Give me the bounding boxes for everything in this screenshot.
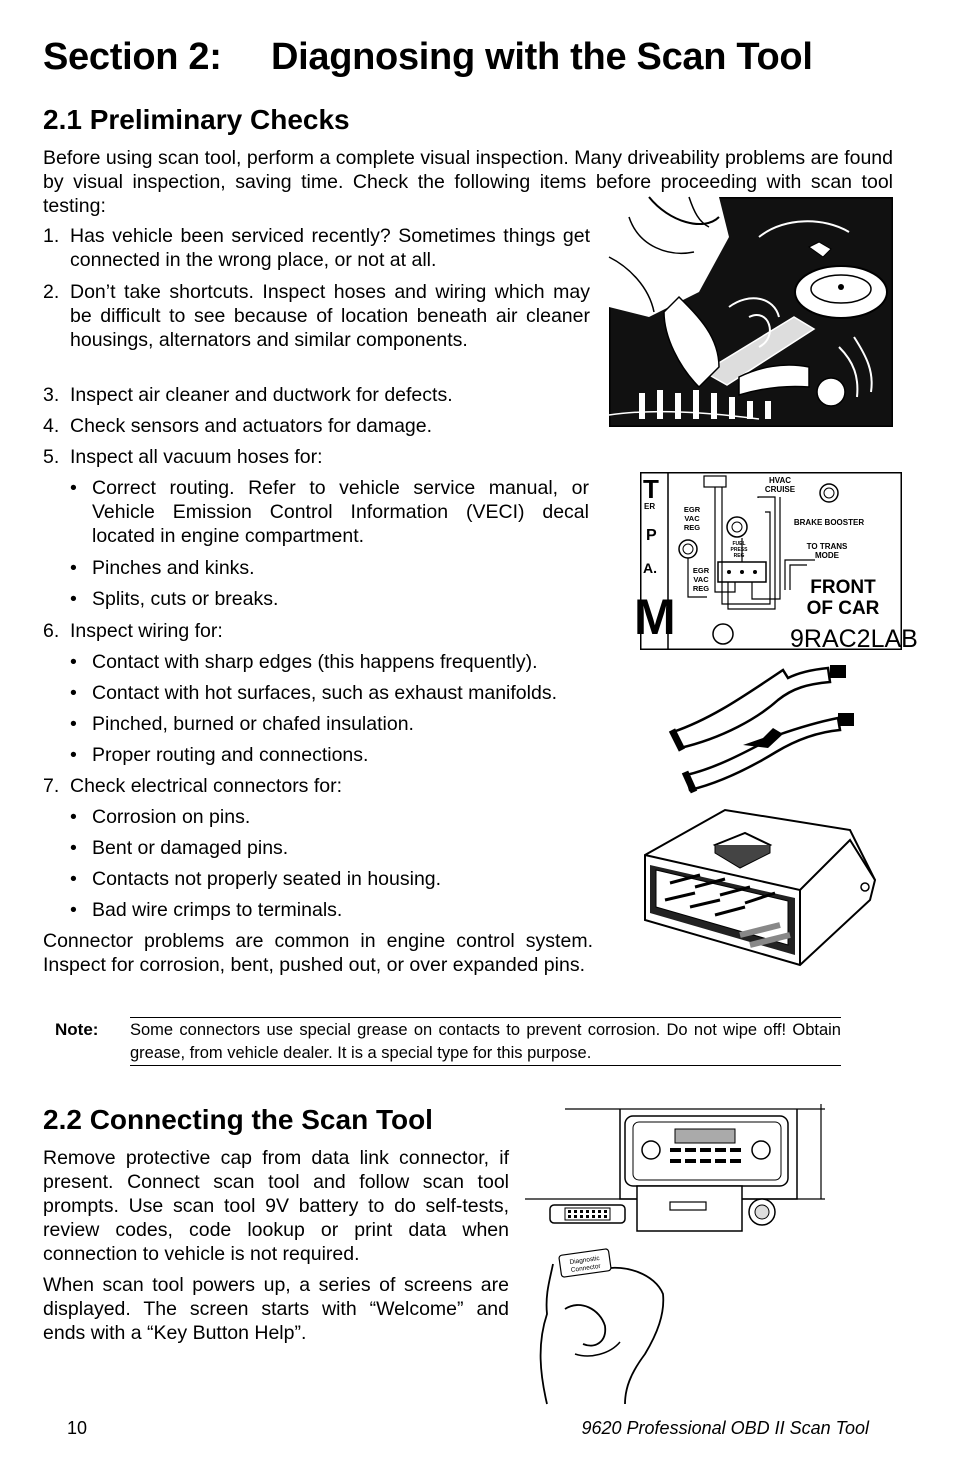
chafed-wire-illustration — [668, 660, 858, 795]
svg-text:MODE: MODE — [815, 551, 839, 560]
engine-inspection-illustration — [609, 197, 893, 427]
section-title — [43, 36, 813, 79]
note-label: Note: — [55, 1020, 99, 1039]
connect-paragraph-1: Remove protective cap from data link connector, if present. Connect scan tool and follow scan tool prompts. Use scan tool 9V battery to do self-tests, review codes, code lookup or print data when connection to vehicle is not required. — [43, 1147, 509, 1265]
label-cruise: CRUISE — [764, 485, 796, 494]
decal-letter: ER — [644, 502, 656, 511]
connect-paragraph-2: When scan tool powers up, a series of screens are displayed. The screen starts with “Welcome” and ends with a “Key Button Help”. — [43, 1274, 509, 1344]
svg-text:REG: REG — [733, 553, 745, 559]
decal-letter: M — [634, 589, 676, 645]
label-to-trans-mode: TO TRANS — [806, 542, 848, 551]
svg-text:PRESS: PRESS — [730, 547, 748, 553]
svg-text:Connector: Connector — [570, 1262, 602, 1274]
intro-paragraph: Before using scan tool, perform a complete visual inspection. Many driveability problems are found by visual inspection, saving time. Check the following items before proceeding with scan tool testing: — [43, 147, 893, 217]
heading-preliminary-checks: 2.1 Preliminary Checks — [43, 104, 350, 135]
decal-code: 9RAC2LAB — [790, 625, 918, 653]
footer-title: 9620 Professional OBD II Scan Tool — [581, 1418, 869, 1438]
svg-text:VAC: VAC — [693, 575, 709, 584]
decal-letter: T — [643, 474, 659, 504]
decal-letter: A. — [643, 560, 657, 576]
veci-decal-illustration — [634, 472, 918, 653]
heading-connecting-scan-tool: 2.2 Connecting the Scan Tool — [43, 1104, 433, 1135]
label-egr-vac-reg: EGR — [683, 505, 701, 514]
label-front-of-car: FRONT — [810, 577, 876, 598]
section-number: Section 2: — [43, 36, 222, 78]
svg-text:OF CAR: OF CAR — [806, 598, 880, 619]
note-rule-bottom — [130, 1065, 841, 1066]
decal-letter: P — [646, 527, 657, 544]
svg-text:REG: REG — [683, 523, 701, 532]
note-text: Some connectors use special grease on contacts to prevent corrosion. Do not wipe off! Obtain grease, from vehicle dealer. It is a special type for this purpose. — [130, 1021, 841, 1062]
label-egr-vac-reg-2: EGR — [692, 566, 710, 575]
label-brake-booster: BRAKE BOOSTER — [793, 518, 865, 527]
label-fuel-press-reg: FUEL — [732, 541, 746, 547]
connector-paragraph: Connector problems are common in engine control system. Inspect for corrosion, bent, pushed out, or over expanded pins. — [43, 930, 593, 976]
page-number: 10 — [67, 1418, 88, 1438]
diagnostic-connector-label: Diagnostic — [569, 1254, 601, 1267]
svg-text:REG: REG — [692, 584, 710, 593]
dashboard-illustration — [525, 1104, 825, 1404]
connector-housing-illustration — [640, 805, 880, 975]
label-hvac: HVAC — [768, 476, 792, 485]
note-rule-top — [130, 1017, 841, 1018]
svg-text:VAC: VAC — [684, 514, 700, 523]
section-name: Diagnosing with the Scan Tool — [271, 36, 813, 78]
